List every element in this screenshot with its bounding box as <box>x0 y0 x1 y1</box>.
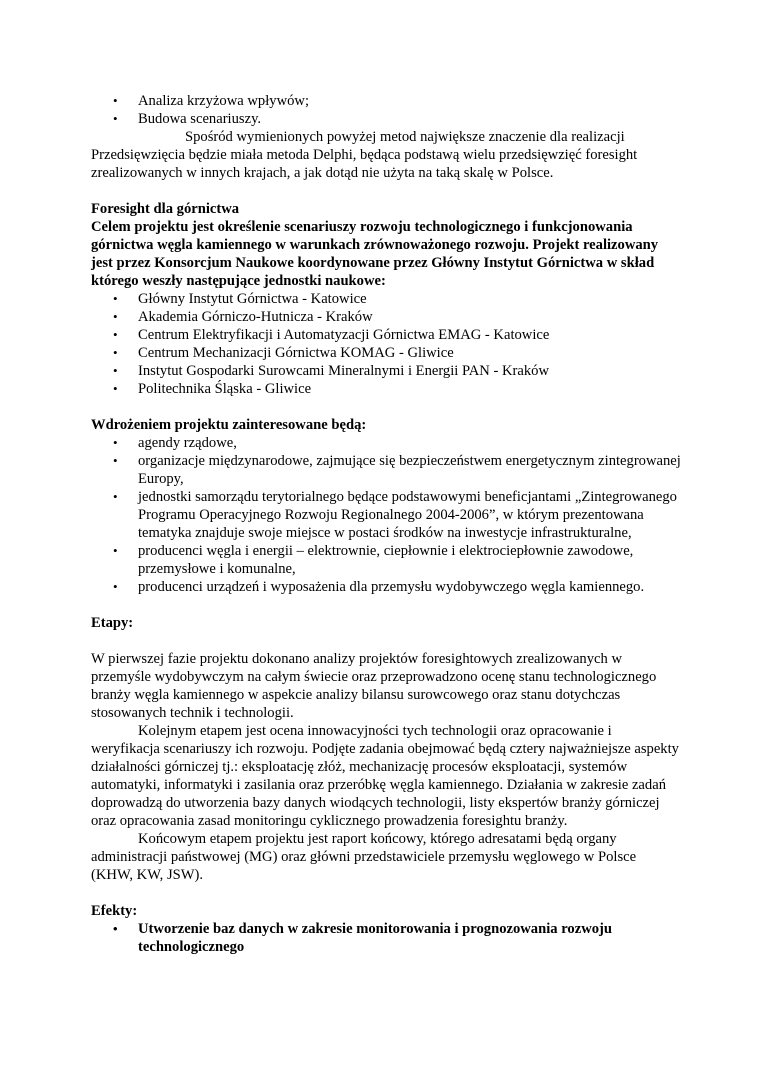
list-item: • Centrum Elektryfikacji i Automatyzacji Górnictwa EMAG - Katowice <box>113 327 550 343</box>
list-item: • jednostki samorządu terytorialnego będące podstawowymi beneficjantami „Zintegrowanego Programu Operacyjnego Rozwoju Regionalnego 2004-2006”, w którym prezentowana tematyka znajduje swoje miejsce w postaci środków na inwestycje infrastrukturalne, <box>113 489 677 541</box>
bullet-icon: • <box>113 111 118 126</box>
list-item: • producenci urządzeń i wyposażenia dla przemysłu wydobywczego węgla kamiennego. <box>113 579 645 595</box>
stakeholders-list <box>91 434 681 596</box>
bullet-icon: • <box>113 921 118 936</box>
stages-paragraph-1: W pierwszej fazie projektu dokonano analizy projektów foresightowych zrealizowanych w przemyśle wydobywczym na całym świecie oraz przeprowadzono ocenę stanu technologicznego branży węgla kamiennego w aspekcie analizy bilansu surowcowego oraz stanu dotychczas stosowanych technik i technologii. <box>91 651 657 721</box>
bullet-icon: • <box>113 381 118 396</box>
units-list <box>91 290 681 398</box>
list-item: • Utworzenie baz danych w zakresie monitorowania i prognozowania rozwoju technologicznego <box>113 921 613 955</box>
stages-paragraph-2: Kolejnym etapem jest ocena innowacyjności tych technologii oraz opracowanie i weryfikacja scenariuszy ich rozwoju. Podjęte zadania obejmować będą cztery najważniejsze aspekty działalności górniczej tj.: eksploatację złóż, mechanizację procesów eksploatacji, systemów automatyki, informatyki i zasilania oraz przeróbkę węgla kamiennego. Działania w zakresie zadań doprowadzą do utworzenia bazy danych wiodących technologii, listy ekspertów branży górniczej oraz opracowania zasad monitoringu cyklicznego prowadzenia foresightu branży. <box>91 723 679 829</box>
bullet-icon: • <box>113 543 118 558</box>
effects-list <box>91 920 681 956</box>
intro-list <box>91 92 681 128</box>
list-item: • Analiza krzyżowa wpływów; <box>113 93 310 109</box>
stakeholders-heading: Wdrożeniem projektu zainteresowane będą: <box>91 417 367 433</box>
effects-heading: Efekty: <box>91 903 138 919</box>
bullet-icon: • <box>113 291 118 306</box>
list-item: • organizacje międzynarodowe, zajmujące się bezpieczeństwem energetycznym zintegrowanej Europy, <box>113 453 681 487</box>
list-item: • Centrum Mechanizacji Górnictwa KOMAG - Gliwice <box>113 345 454 361</box>
document-page <box>91 92 681 956</box>
list-item: • Główny Instytut Górnictwa - Katowice <box>113 291 367 307</box>
bullet-icon: • <box>113 435 118 450</box>
list-item: • producenci węgla i energii – elektrownie, ciepłownie i elektrociepłownie zawodowe, przemysłowe i komunalne, <box>113 543 634 577</box>
bullet-icon: • <box>113 309 118 324</box>
list-item: • Budowa scenariuszy. <box>113 111 262 127</box>
bullet-icon: • <box>113 327 118 342</box>
stages-heading: Etapy: <box>91 615 134 631</box>
intro-paragraph: Spośród wymienionych powyżej metod największe znaczenie dla realizacji Przedsięwzięcia będzie miała metoda Delphi, będąca podstawą wielu przedsięwzięć foresight zrealizowanych w innych krajach, a jak dotąd nie użyta na taką skalę w Polsce. <box>91 129 638 181</box>
bullet-icon: • <box>113 579 118 594</box>
foresight-heading: Foresight dla górnictwa <box>91 201 240 217</box>
stages-paragraph-3: Końcowym etapem projektu jest raport końcowy, którego adresatami będą organy administracji państwowej (MG) oraz główni przedstawiciele przemysłu węglowego w Polsce (KHW, KW, JSW). <box>91 831 637 883</box>
bullet-icon: • <box>113 345 118 360</box>
bullet-icon: • <box>113 453 118 468</box>
bullet-icon: • <box>113 363 118 378</box>
bullet-icon: • <box>113 93 118 108</box>
foresight-paragraph: Celem projektu jest określenie scenariuszy rozwoju technologicznego i funkcjonowania górnictwa węgla kamiennego w warunkach zrównoważonego rozwoju. Projekt realizowany jest przez Konsorcjum Naukowe koordynowane przez Główny Instytut Górnictwa w skład którego weszły następujące jednostki naukowe: <box>91 219 659 289</box>
list-item: • Akademia Górniczo-Hutnicza - Kraków <box>113 309 373 325</box>
list-item: • Instytut Gospodarki Surowcami Mineralnymi i Energii PAN - Kraków <box>113 363 550 379</box>
list-item: • agendy rządowe, <box>113 435 237 451</box>
list-item: • Politechnika Śląska - Gliwice <box>113 381 312 397</box>
bullet-icon: • <box>113 489 118 504</box>
